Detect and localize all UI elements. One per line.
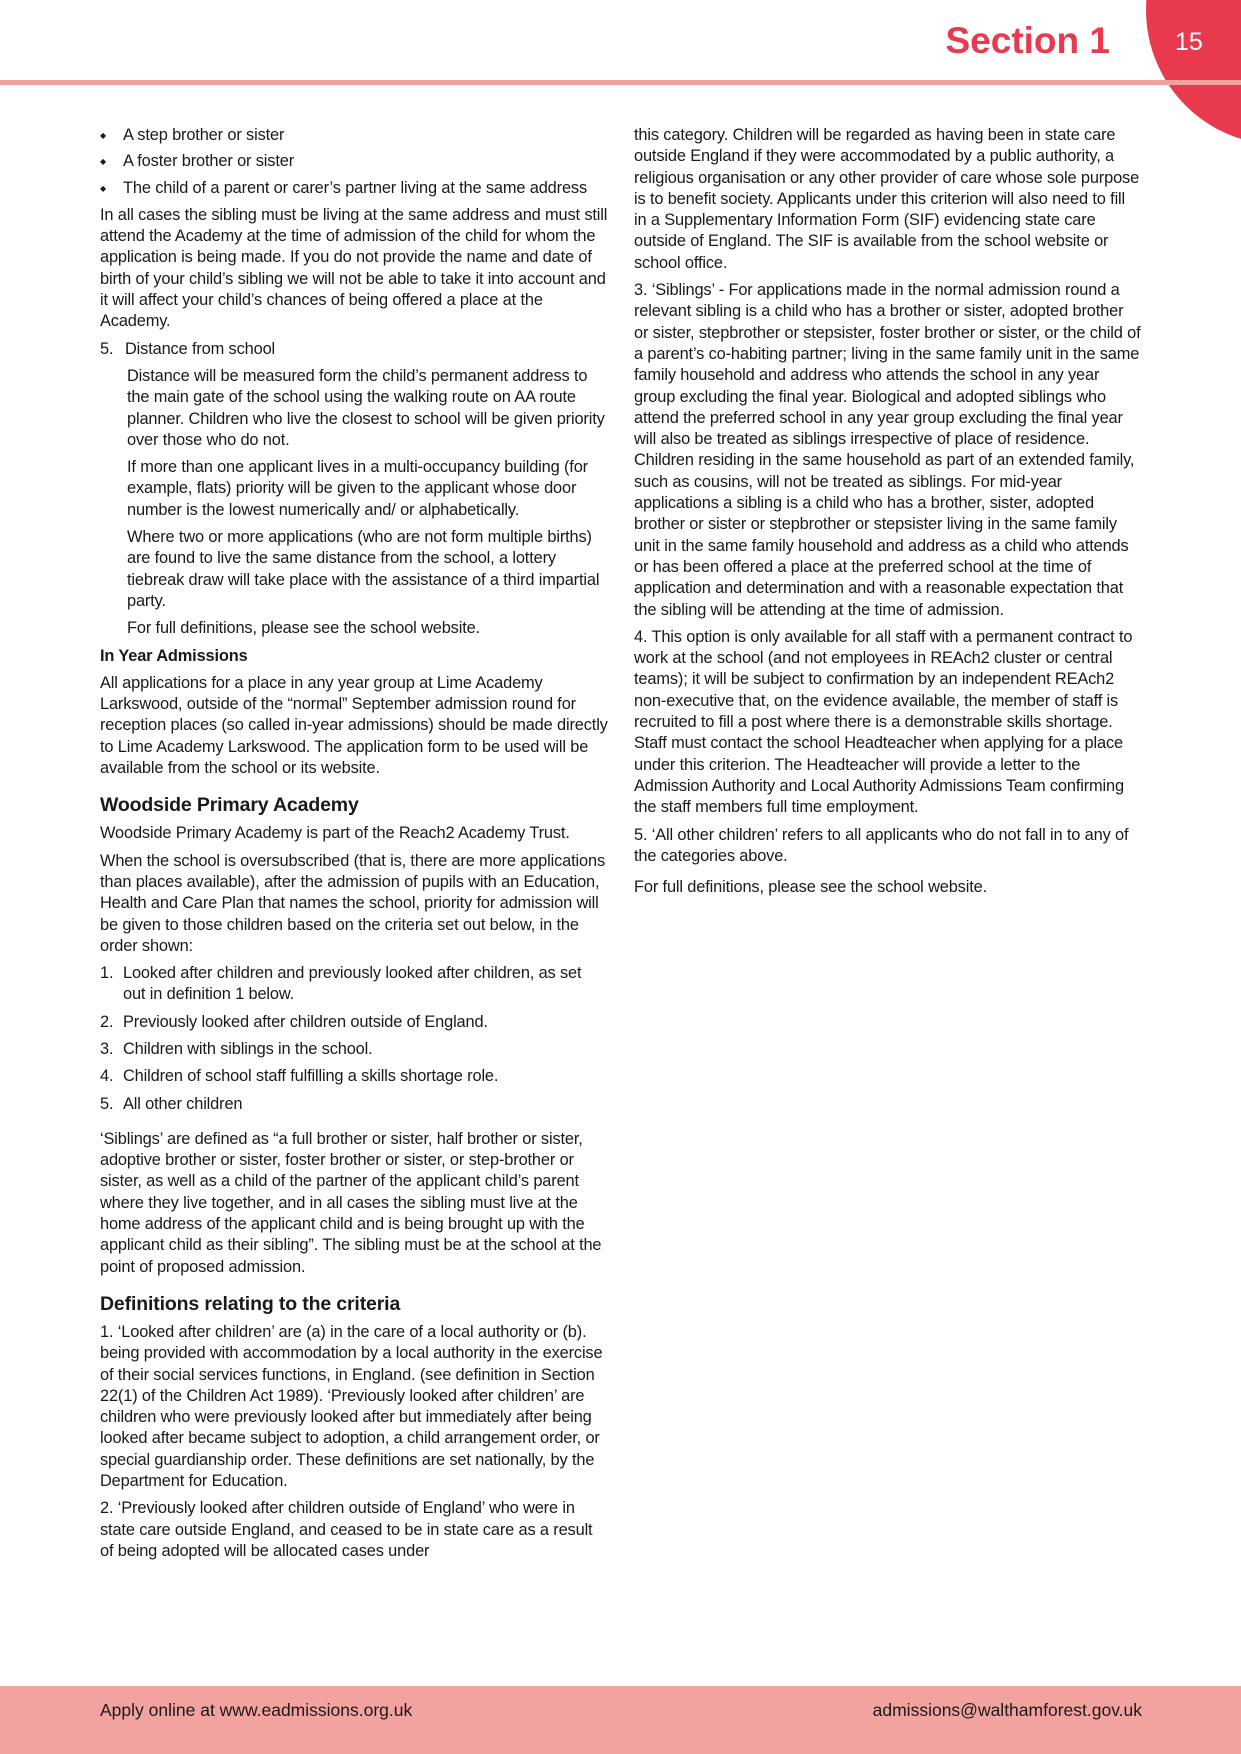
definitions-heading: Definitions relating to the criteria <box>100 1292 401 1315</box>
distance-paragraph: Where two or more applications (who are not form multiple births) are found to live the same distance from the school, a lottery tiebreak draw will take place with the assistance of a third impartial party. <box>127 528 600 610</box>
definition-2: 2. ‘Previously looked after children outside of England’ who were in state care outside England, and ceased to be in state care as a result of being adopted will be allocated cases under <box>100 1499 593 1560</box>
section-title: Section 1 <box>945 20 1110 61</box>
apply-online-link[interactable]: Apply online at www.eadmissions.org.uk <box>100 1700 413 1720</box>
woodside-heading: Woodside Primary Academy <box>100 794 359 817</box>
distance-paragraph: For full definitions, please see the school website. <box>127 619 480 638</box>
right-column <box>634 125 1141 904</box>
definition-3: 3. ‘Siblings’ - For applications made in the normal admission round a relevant sibling is a child who has a brother or sister, adopted brother or sister, stepbrother or stepsister, foster brother or sister, or the child of a parent’s co-habiting partner; living in the same family unit in the same family household and address who attends the school in any year group excluding the final year. Biological and adopted siblings who attend the preferred school in any year group excluding the final year will also be treated as siblings irrespective of place of residence. Children residing in the same household as part of an extended family, such as cousins, will not be treated as siblings. For mid-year applications a sibling is a child who has a brother, sister, adopted brother or sister or stepbrother or stepsister living in the same family unit in the same family household and address as a child who attends or has been offered a place at the preferred school at the time of application and determination and with a reasonable expectation that the sibling will be attending at the time of admission. <box>634 281 1141 619</box>
criteria-text: Looked after children and previously looked after children, as set out in definition 1 below. <box>123 964 582 1004</box>
woodside-intro: Woodside Primary Academy is part of the Reach2 Academy Trust. <box>100 824 570 843</box>
criteria-item <box>100 1012 608 1033</box>
sibling-types-list <box>100 125 608 199</box>
criterion-number: 5. <box>100 339 114 358</box>
page-number-circle <box>1146 0 1241 145</box>
list-item: ◆ The child of a parent or carer’s partner living at the same address <box>100 178 608 199</box>
criteria-item <box>100 963 608 1006</box>
criteria-number: 5. <box>100 1094 114 1113</box>
criteria-item <box>100 1094 608 1115</box>
criteria-item <box>100 1066 608 1087</box>
criterion-title: Distance from school <box>125 339 276 358</box>
definition-5: 5. ‘All other children’ refers to all applicants who do not fall in to any of the categories above. <box>634 825 1129 865</box>
criteria-text: Children with siblings in the school. <box>123 1039 373 1058</box>
distance-paragraph: Distance will be measured form the child’s permanent address to the main gate of the school using the walking route on AA route planner. Children who live the closest to school will be given priority over those who do not. <box>127 366 605 449</box>
woodside-oversubscription: When the school is oversubscribed (that is, there are more applications than places available), after the admission of pupils with an Education, Health and Care Plan that names the school, priority for admission will be given to those children based on the criteria set out below, in the order shown: <box>100 851 605 955</box>
definition-2-continued: this category. Children will be regarded as having been in state care outside England if they were accommodated by a public authority, a religious organisation or any other provider of care whose sole purpose is to benefit society. Applicants under this criterion will also need to fill in a Supplementary Information Form (SIF) evidencing state care outside of England. The SIF is available from the school website or school office. <box>634 126 1140 272</box>
contact-email-link[interactable]: admissions@walthamforest.gov.uk <box>872 1700 1142 1720</box>
criteria-item <box>100 1039 608 1060</box>
sibling-note: In all cases the sibling must be living at the same address and must still attend the Academy at the time of admission of the child for whom the application is being made. If you do not provide the name and date of birth of your child’s sibling we will not be able to take it into account and it will affect your child’s chances of being offered a place at the Academy. <box>100 205 608 331</box>
criterion-distance <box>100 339 608 360</box>
list-item: ◆ A step brother or sister <box>100 125 608 146</box>
left-column <box>100 125 608 1568</box>
criteria-number: 2. <box>100 1012 114 1031</box>
list-item: ◆ A foster brother or sister <box>100 151 608 172</box>
criteria-number: 1. <box>100 964 114 983</box>
definition-4: 4. This option is only available for all staff with a permanent contract to work at the school (and not employees in REAch2 cluster or central teams); it will be subject to confirmation by an independent REAch2 non-executive that, on the evidence available, the member of staff is recruited to fill a post where there is a demonstrable skills shortage. Staff must contact the school Headteacher when applying for a place under this criterion. The Headteacher will provide a letter to the Admission Authority and Local Authority Admissions Team confirming the staff members full time employment. <box>634 627 1133 817</box>
criteria-number: 3. <box>100 1039 114 1058</box>
closing-note: For full definitions, please see the school website. <box>634 878 987 897</box>
siblings-definition: ‘Siblings’ are defined as “a full brother or sister, half brother or sister, adoptive brother or sister, foster brother or sister, or step-brother or sister, as well as a child of the partner of the applicant child’s parent where they live together, and in all cases the sibling must live at the home address of the applicant child and is being brought up with the applicant child as their sibling”. The sibling must be at the school at the point of proposed admission. <box>100 1129 602 1276</box>
criteria-text: Children of school staff fulfilling a skills shortage role. <box>123 1067 499 1086</box>
criteria-text: Previously looked after children outside of England. <box>123 1012 488 1031</box>
criteria-number: 4. <box>100 1067 114 1086</box>
definition-1: 1. ‘Looked after children’ are (a) in the care of a local authority or (b). being provided with accommodation by a local authority in the exercise of their social services functions, in England. (see definition in Section 22(1) of the Children Act 1989). ‘Previously looked after children’ are children who were previously looked after but immediately after being looked after became subject to adoption, a child arrangement order, or special guardianship order. These definitions are set nationally, by the Department for Education. <box>100 1322 603 1491</box>
criteria-text: All other children <box>123 1094 243 1113</box>
in-year-heading: In Year Admissions <box>100 646 248 665</box>
page-number: 15 <box>1175 28 1203 56</box>
in-year-text: All applications for a place in any year group at Lime Academy Larkswood, outside of the “normal” September admission round for reception places (so called in-year admissions) should be made directly to Lime Academy Larkswood. The application form to be used will be available from the school or its website. <box>100 673 608 778</box>
header-divider <box>0 80 1241 85</box>
distance-paragraph: If more than one applicant lives in a multi-occupancy building (for example, flats) priority will be given to the applicant whose door number is the lowest numerically and/ or alphabetically. <box>127 458 588 519</box>
